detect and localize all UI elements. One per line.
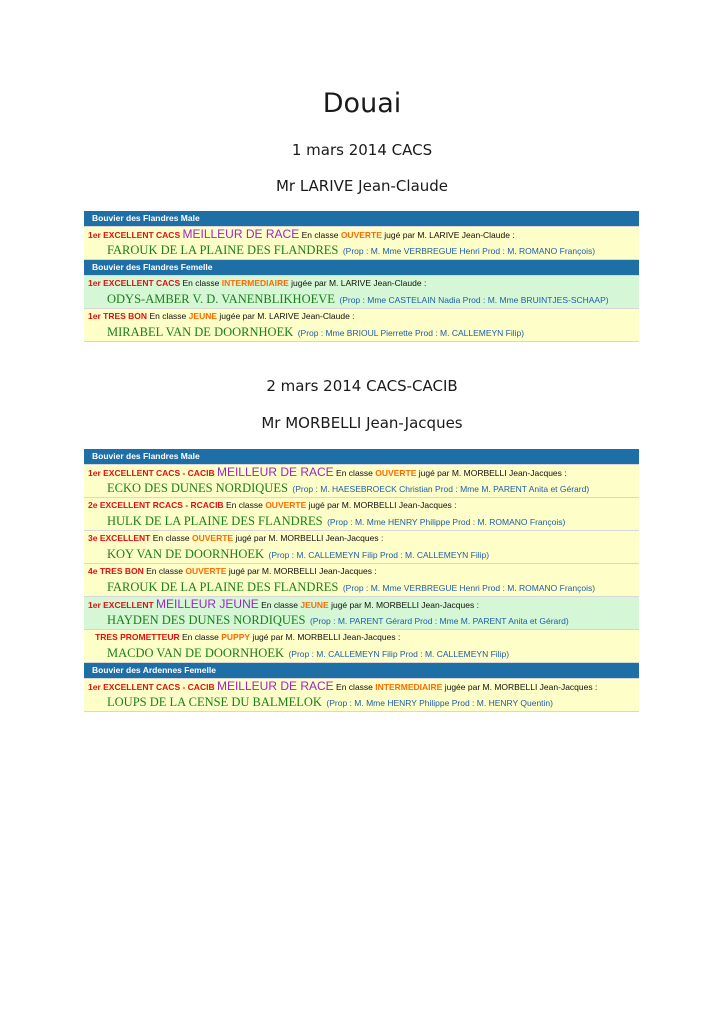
owner-breeder: (Prop : Mme BRIOUL Pierrette Prod : M. CALLEMEYN Filip) [297, 328, 525, 338]
dog-line [88, 242, 639, 259]
class-name: JEUNE [300, 600, 329, 610]
judged-by: jugé par M. MORBELLI Jean-Jacques : [228, 566, 377, 576]
dog-line [88, 579, 639, 596]
result-line [88, 679, 639, 694]
show-judge: Mr MORBELLI Jean-Jacques [261, 414, 463, 432]
dog-name: LOUPS DE LA CENSE DU BALMELOK [107, 695, 322, 709]
class-label: En classe [336, 468, 373, 478]
owner-breeder: (Prop : M. PARENT Gérard Prod : Mme M. PARENT Anita et Gérard) [309, 616, 569, 626]
class-label: En classe [225, 500, 263, 510]
judged-by: jugé par M. LARIVE Jean-Claude : [384, 230, 515, 240]
result-line [88, 564, 639, 579]
dog-line [88, 645, 639, 662]
award: MEILLEUR JEUNE [156, 597, 259, 611]
prize: TRES BON [99, 566, 144, 576]
class-name: OUVERTE [340, 230, 382, 240]
result-line [88, 630, 639, 645]
result-row [84, 227, 639, 260]
award: MEILLEUR DE RACE [216, 679, 334, 693]
prize: EXCELLENT [99, 533, 151, 543]
owner-breeder: (Prop : M. CALLEMEYN Filip Prod : M. CALLEMEYN Filip) [288, 649, 510, 659]
result-line [88, 597, 639, 612]
class-name: PUPPY [221, 632, 251, 642]
dog-name: KOY VAN DE DOORNHOEK [107, 547, 265, 561]
dog-line [88, 513, 639, 530]
result-row [84, 276, 639, 309]
rank: 2e [88, 500, 98, 510]
judged-by: jugé par M. MORBELLI Jean-Jacques : [308, 500, 457, 510]
judged-by: jugée par M. LARIVE Jean-Claude : [291, 278, 427, 288]
dog-line [88, 694, 639, 711]
dog-line [88, 480, 639, 497]
class-label: En classe [182, 278, 220, 288]
dog-name: FAROUK DE LA PLAINE DES FLANDRES [107, 243, 339, 257]
result-line [88, 309, 639, 324]
rank: 1er [88, 278, 101, 288]
dog-name: FAROUK DE LA PLAINE DES FLANDRES [107, 580, 339, 594]
dog-name: HULK DE LA PLAINE DES FLANDRES [107, 514, 323, 528]
dog-line [88, 291, 639, 308]
class-label: En classe [149, 311, 187, 321]
result-row [84, 679, 639, 712]
prize: EXCELLENT RCACS - RCACIB [99, 500, 224, 510]
section-header: Bouvier des Ardennes Femelle [84, 663, 639, 679]
class-name: INTERMEDIAIRE [375, 682, 443, 692]
prize: EXCELLENT CACS - CACIB [103, 682, 215, 692]
owner-breeder: (Prop : Mme CASTELAIN Nadia Prod : M. Mme BRUINTJES-SCHAAP) [339, 295, 609, 305]
class-label: En classe [182, 632, 219, 642]
class-label: En classe [301, 230, 339, 240]
prize: EXCELLENT CACS [103, 278, 181, 288]
dog-line [88, 324, 639, 341]
judged-by: jugé par M. MORBELLI Jean-Jacques : [418, 468, 567, 478]
class-name: INTERMEDIAIRE [221, 278, 289, 288]
result-row [84, 465, 639, 498]
prize: EXCELLENT CACS [103, 230, 181, 240]
rank: 1er [88, 311, 101, 321]
prize: EXCELLENT CACS - CACIB [103, 468, 215, 478]
class-name: OUVERTE [185, 566, 227, 576]
award: MEILLEUR DE RACE [182, 227, 300, 241]
judged-by: jugé par M. MORBELLI Jean-Jacques : [235, 533, 384, 543]
prize: TRES PROMETTEUR [95, 632, 180, 642]
owner-breeder: (Prop : M. CALLEMEYN Filip Prod : M. CALLEMEYN Filip) [268, 550, 490, 560]
dog-name: MACDO VAN DE DOORNHOEK [107, 646, 284, 660]
dog-line [88, 612, 639, 629]
results-table [84, 211, 639, 342]
section-header: Bouvier des Flandres Male [84, 211, 639, 227]
result-line [88, 531, 639, 546]
judged-by: jugé par M. MORBELLI Jean-Jacques : [331, 600, 479, 610]
owner-breeder: (Prop : M. Mme VERBREGUE Henri Prod : M. ROMANO François) [342, 583, 596, 593]
owner-breeder: (Prop : M. Mme HENRY Philippe Prod : M. HENRY Quentin) [326, 698, 553, 708]
judged-by: jugé par M. MORBELLI Jean-Jacques : [252, 632, 401, 642]
rank: 1er [88, 468, 101, 478]
result-row [84, 498, 639, 531]
judged-by: jugée par M. MORBELLI Jean-Jacques : [444, 682, 598, 692]
rank: 4e [88, 566, 98, 576]
result-line [88, 465, 639, 480]
result-row [84, 630, 639, 663]
owner-breeder: (Prop : M. HAESEBROECK Christian Prod : Mme M. PARENT Anita et Gérard) [292, 484, 590, 494]
section-header: Bouvier des Flandres Femelle [84, 260, 639, 276]
dog-line [88, 546, 639, 563]
prize: EXCELLENT [103, 600, 154, 610]
class-name: OUVERTE [265, 500, 307, 510]
result-row [84, 309, 639, 342]
result-line [88, 276, 639, 291]
rank: 1er [88, 682, 101, 692]
show-date: 1 mars 2014 CACS [291, 141, 433, 159]
award: MEILLEUR DE RACE [216, 465, 334, 479]
show-date: 2 mars 2014 CACS-CACIB [266, 377, 458, 395]
class-label: En classe [336, 682, 373, 692]
result-line [88, 498, 639, 513]
rank: 1er [88, 600, 101, 610]
class-label: En classe [261, 600, 298, 610]
result-line [88, 227, 639, 242]
result-row [84, 531, 639, 564]
prize: TRES BON [103, 311, 148, 321]
dog-name: ODYS-AMBER V. D. VANENBLIKHOEVE [107, 292, 335, 306]
owner-breeder: (Prop : M. Mme VERBREGUE Henri Prod : M. ROMANO François) [342, 246, 596, 256]
rank: 3e [88, 533, 98, 543]
class-label: En classe [146, 566, 183, 576]
section-header: Bouvier des Flandres Male [84, 449, 639, 465]
class-name: OUVERTE [191, 533, 234, 543]
dog-name: MIRABEL VAN DE DOORNHOEK [107, 325, 294, 339]
result-row [84, 564, 639, 597]
dog-name: HAYDEN DES DUNES NORDIQUES [107, 613, 306, 627]
result-row [84, 597, 639, 630]
page-title: Douai [322, 88, 402, 119]
show-judge: Mr LARIVE Jean-Claude [275, 177, 449, 195]
judged-by: jugée par M. LARIVE Jean-Claude : [219, 311, 355, 321]
class-name: JEUNE [188, 311, 218, 321]
rank: 1er [88, 230, 101, 240]
results-table [84, 449, 639, 712]
class-name: OUVERTE [375, 468, 417, 478]
owner-breeder: (Prop : M. Mme HENRY Philippe Prod : M. ROMANO François) [327, 517, 566, 527]
dog-name: ECKO DES DUNES NORDIQUES [107, 481, 288, 495]
class-label: En classe [152, 533, 190, 543]
